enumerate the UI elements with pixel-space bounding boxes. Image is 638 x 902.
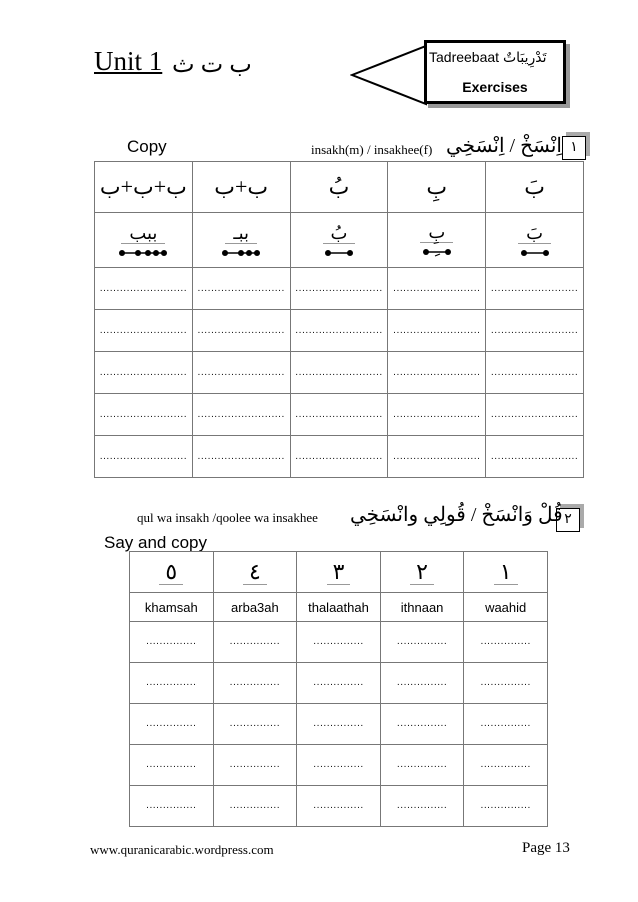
blank-cell[interactable]: ............... bbox=[380, 786, 464, 827]
blank-cell[interactable]: ............... bbox=[464, 663, 548, 704]
section1-translit: insakh(m) / insakhee(f) bbox=[311, 142, 433, 157]
copy-table bbox=[94, 161, 584, 478]
blank-cell[interactable]: ............... bbox=[213, 663, 297, 704]
blank-cell[interactable]: ............... bbox=[130, 663, 214, 704]
letter-cell: بَ bbox=[486, 162, 584, 213]
numbers-table bbox=[129, 551, 548, 827]
blank-cell[interactable]: .......................... bbox=[388, 268, 486, 310]
blank-cell[interactable]: ............... bbox=[213, 745, 297, 786]
blank-cell[interactable]: ............... bbox=[130, 745, 214, 786]
blank-cell[interactable]: .......................... bbox=[486, 310, 584, 352]
blank-cell[interactable]: ............... bbox=[464, 745, 548, 786]
blank-cell[interactable]: .......................... bbox=[95, 394, 193, 436]
section1-number: ١ bbox=[562, 136, 586, 160]
digit-cell bbox=[380, 552, 464, 593]
number-name: ithnaan bbox=[380, 593, 464, 622]
digit-five: ٥ bbox=[159, 560, 183, 585]
blank-cell[interactable]: .......................... bbox=[95, 268, 193, 310]
blank-cell[interactable]: .......................... bbox=[486, 268, 584, 310]
letter-cell: بُ bbox=[290, 162, 388, 213]
letter-cell: بِ bbox=[388, 162, 486, 213]
page-number: Page 13 bbox=[522, 840, 570, 856]
digit-cell bbox=[297, 552, 381, 593]
stroke-dots-icon bbox=[520, 248, 550, 258]
blank-cell[interactable]: .......................... bbox=[192, 352, 290, 394]
blank-cell[interactable]: ............... bbox=[297, 663, 381, 704]
connected-cell bbox=[388, 213, 486, 268]
digit-four: ٤ bbox=[243, 560, 267, 585]
letter-cell: ب+ب+ب bbox=[95, 162, 193, 213]
blank-cell[interactable]: ............... bbox=[380, 663, 464, 704]
callout-arrow-icon bbox=[350, 44, 430, 106]
number-name: thalaathah bbox=[297, 593, 381, 622]
callout-subtitle: Exercises bbox=[462, 79, 528, 95]
blank-cell[interactable]: .......................... bbox=[388, 436, 486, 478]
blank-cell[interactable]: .......................... bbox=[290, 310, 388, 352]
exercises-callout bbox=[424, 40, 566, 104]
digit-cell bbox=[130, 552, 214, 593]
blank-cell[interactable]: ............... bbox=[464, 704, 548, 745]
blank-cell[interactable]: ............... bbox=[130, 704, 214, 745]
connected-letter: ببب bbox=[121, 223, 165, 244]
blank-cell[interactable]: ............... bbox=[213, 786, 297, 827]
digit-two: ٢ bbox=[410, 560, 434, 585]
blank-cell[interactable]: .......................... bbox=[486, 394, 584, 436]
blank-cell[interactable]: .......................... bbox=[290, 268, 388, 310]
blank-cell[interactable]: .......................... bbox=[192, 310, 290, 352]
blank-cell[interactable]: .......................... bbox=[95, 352, 193, 394]
blank-cell[interactable]: .......................... bbox=[290, 352, 388, 394]
section2-arabic-title: قُلْ وَانْسَخْ / قُولِي وانْسَخِي bbox=[350, 504, 563, 526]
blank-cell[interactable]: .......................... bbox=[192, 436, 290, 478]
blank-cell[interactable]: ............... bbox=[380, 622, 464, 663]
stroke-dots-icon bbox=[221, 248, 261, 258]
blank-cell[interactable]: ............... bbox=[297, 786, 381, 827]
digit-three: ٣ bbox=[327, 560, 351, 585]
section2-translit: qul wa insakh /qoolee wa insakhee bbox=[137, 510, 318, 525]
blank-cell[interactable]: .......................... bbox=[486, 352, 584, 394]
section1-arabic-title: اِنْسَخْ / اِنْسَخِي bbox=[446, 135, 562, 157]
stroke-dots-icon bbox=[324, 248, 354, 258]
number-name: khamsah bbox=[130, 593, 214, 622]
blank-cell[interactable]: ............... bbox=[213, 622, 297, 663]
connected-cell bbox=[290, 213, 388, 268]
blank-cell[interactable]: ............... bbox=[464, 786, 548, 827]
connected-letter: بِ bbox=[420, 222, 453, 243]
digit-cell bbox=[464, 552, 548, 593]
blank-cell[interactable]: ............... bbox=[464, 622, 548, 663]
blank-cell[interactable]: ............... bbox=[380, 704, 464, 745]
number-name: arba3ah bbox=[213, 593, 297, 622]
stroke-dots-icon bbox=[422, 247, 452, 259]
blank-cell[interactable]: ............... bbox=[297, 745, 381, 786]
connected-letter: بُ bbox=[323, 223, 356, 244]
blank-cell[interactable]: ............... bbox=[380, 745, 464, 786]
blank-cell[interactable]: .......................... bbox=[290, 436, 388, 478]
footer-url[interactable]: www.quranicarabic.wordpress.com bbox=[90, 842, 274, 857]
blank-cell[interactable]: ............... bbox=[213, 704, 297, 745]
blank-cell[interactable]: ............... bbox=[297, 704, 381, 745]
section2-number: ٢ bbox=[556, 508, 580, 532]
blank-cell[interactable]: .......................... bbox=[290, 394, 388, 436]
digit-cell bbox=[213, 552, 297, 593]
connected-cell bbox=[95, 213, 193, 268]
connected-letter: ببـ bbox=[225, 223, 257, 244]
section2-say-label: Say and copy bbox=[104, 533, 208, 552]
blank-cell[interactable]: .......................... bbox=[388, 394, 486, 436]
stroke-dots-icon bbox=[118, 248, 168, 258]
blank-cell[interactable]: .......................... bbox=[486, 436, 584, 478]
blank-cell[interactable]: .......................... bbox=[95, 436, 193, 478]
letter-cell: ب+ب bbox=[192, 162, 290, 213]
digit-one: ١ bbox=[494, 560, 518, 585]
blank-cell[interactable]: .......................... bbox=[95, 310, 193, 352]
blank-cell[interactable]: ............... bbox=[130, 622, 214, 663]
blank-cell[interactable]: ............... bbox=[130, 786, 214, 827]
section1-copy-label: Copy bbox=[127, 137, 167, 156]
unit-letters: ب ت ث bbox=[172, 52, 252, 78]
connected-letter: بَ bbox=[518, 223, 551, 244]
blank-cell[interactable]: .......................... bbox=[192, 394, 290, 436]
unit-title: Unit 1 bbox=[94, 46, 163, 76]
number-name: waahid bbox=[464, 593, 548, 622]
blank-cell[interactable]: .......................... bbox=[388, 310, 486, 352]
blank-cell[interactable]: ............... bbox=[297, 622, 381, 663]
blank-cell[interactable]: .......................... bbox=[388, 352, 486, 394]
blank-cell[interactable]: .......................... bbox=[192, 268, 290, 310]
callout-title: Tadreebaat تَدْرِيبَاتٌ bbox=[429, 49, 547, 65]
connected-cell bbox=[486, 213, 584, 268]
connected-cell bbox=[192, 213, 290, 268]
